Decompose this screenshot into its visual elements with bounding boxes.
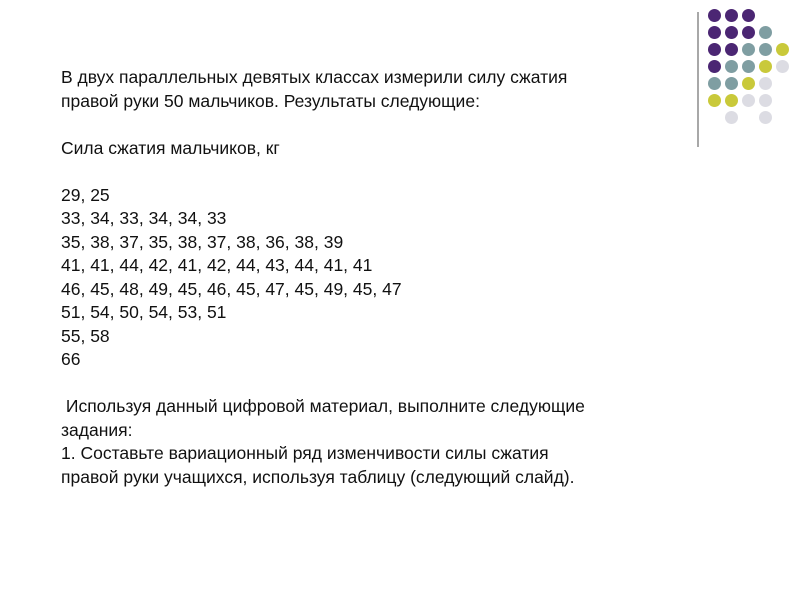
dot-teal [742, 43, 755, 56]
data-row: 66 [61, 349, 81, 369]
dot-purple [725, 43, 738, 56]
dot-yellow [776, 43, 789, 56]
spacer [61, 113, 681, 137]
data-row: 46, 45, 48, 49, 45, 46, 45, 47, 45, 49, 45, 47 [61, 278, 402, 299]
intro-line-1: В двух параллельных девятых классах измерили силу сжатия [61, 67, 568, 87]
divider-line [697, 12, 699, 147]
data-row: 55, 58 [61, 325, 110, 346]
data-heading: Сила сжатия мальчиков, кг [61, 137, 280, 158]
intro-line-2: правой руки 50 мальчиков. Результаты следующие: [61, 90, 480, 111]
dot-teal [759, 26, 772, 39]
dot-purple [708, 26, 721, 39]
dot-light-grey [759, 111, 772, 124]
dot-teal [742, 60, 755, 73]
spacer [61, 160, 681, 184]
dot-yellow [742, 77, 755, 90]
dot-yellow [708, 94, 721, 107]
data-row: 41, 41, 44, 42, 41, 42, 44, 43, 44, 41, 41 [61, 255, 373, 275]
dot-light-grey [759, 77, 772, 90]
dot-purple [708, 43, 721, 56]
dot-teal [725, 60, 738, 73]
dot-purple [742, 9, 755, 22]
dot-teal [725, 77, 738, 90]
dot-light-grey [776, 60, 789, 73]
dot-purple [708, 60, 721, 73]
data-row: 29, 25 [61, 184, 110, 205]
spacer [61, 372, 681, 396]
dot-yellow [759, 60, 772, 73]
dot-light-grey [759, 94, 772, 107]
dot-light-grey [725, 111, 738, 124]
dot-teal [759, 43, 772, 56]
task-line-1: Используя данный цифровой материал, выполните следующие [61, 396, 585, 416]
task-line-3: 1. Составьте вариационный ряд изменчивости силы сжатия [61, 443, 549, 463]
task-line-4: правой руки учащихся, используя таблицу (следующий слайд). [61, 466, 575, 487]
data-row: 35, 38, 37, 35, 38, 37, 38, 36, 38, 39 [61, 231, 344, 252]
dot-purple [742, 26, 755, 39]
dot-light-grey [742, 94, 755, 107]
task-line-2: задания: [61, 419, 133, 440]
dot-yellow [725, 94, 738, 107]
dot-purple [725, 9, 738, 22]
dot-purple [725, 26, 738, 39]
dot-teal [708, 77, 721, 90]
decorative-dot-grid [708, 9, 788, 129]
dot-purple [708, 9, 721, 22]
data-row: 51, 54, 50, 54, 53, 51 [61, 302, 227, 322]
data-row: 33, 34, 33, 34, 34, 33 [61, 208, 227, 228]
slide-body [61, 66, 681, 489]
